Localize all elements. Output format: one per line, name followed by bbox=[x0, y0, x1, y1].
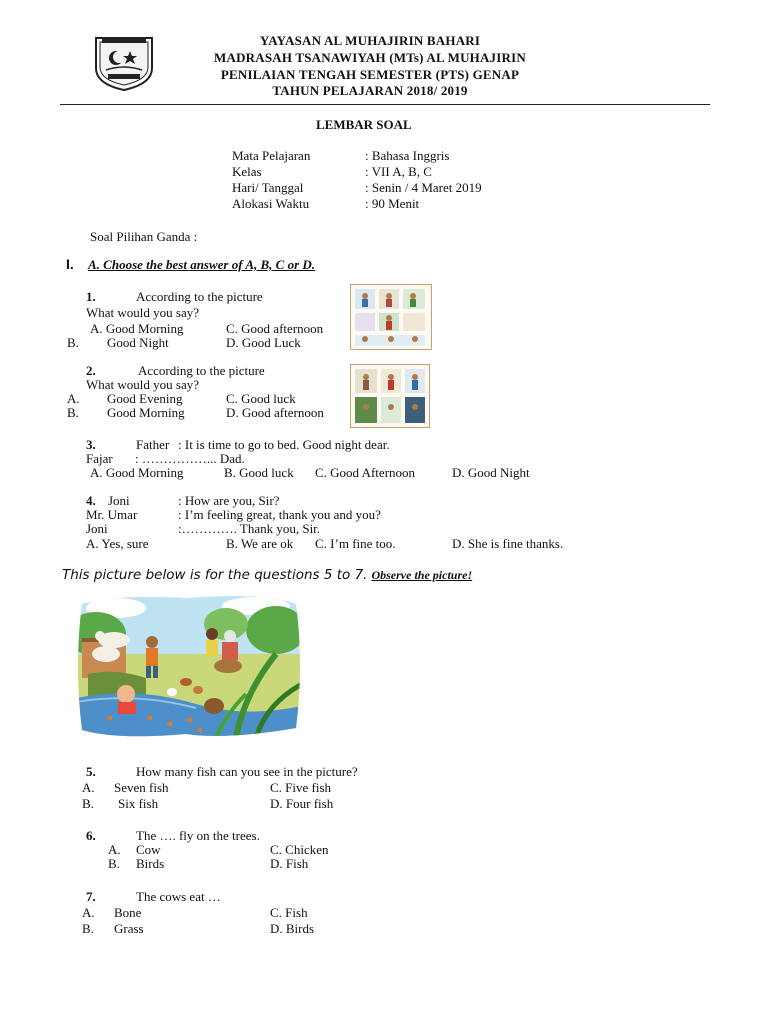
option-a-letter: A. bbox=[82, 780, 95, 795]
option-a-letter: A. bbox=[67, 391, 80, 406]
school-logo bbox=[92, 34, 156, 92]
question-number: 7. bbox=[86, 889, 96, 904]
question-text: The …. fly on the trees. bbox=[136, 828, 260, 843]
option-a: Seven fish bbox=[114, 780, 169, 795]
option-a: A. Yes, sure bbox=[86, 536, 149, 551]
greeting-picture-1 bbox=[350, 284, 432, 350]
option-c: C. Chicken bbox=[270, 842, 329, 857]
info-label: Hari/ Tanggal bbox=[232, 180, 304, 195]
question-text: The cows eat … bbox=[136, 889, 221, 904]
header-line-4: TAHUN PELAJARAN 2018/ 2019 bbox=[272, 83, 468, 98]
option-a: Cow bbox=[136, 842, 161, 857]
question-number: 1. bbox=[86, 289, 96, 304]
question-text: How many fish can you see in the picture? bbox=[136, 764, 358, 779]
info-value: : Senin / 4 Maret 2019 bbox=[365, 180, 482, 195]
option-b-letter: B. bbox=[82, 921, 94, 936]
question-number: 4. bbox=[86, 493, 96, 508]
option-c: C. Good afternoon bbox=[226, 321, 324, 336]
question-text: According to the picture bbox=[136, 289, 263, 304]
dialog-line: : I’m feeling great, thank you and you? bbox=[178, 507, 381, 522]
section-instruction: A. Choose the best answer of A, B, C or D. bbox=[88, 257, 316, 272]
option-b-letter: B. bbox=[82, 796, 94, 811]
question-number: 6. bbox=[86, 828, 96, 843]
document-title: LEMBAR SOAL bbox=[316, 117, 412, 132]
option-a: A. Good Morning bbox=[90, 465, 184, 480]
picture-instruction-extra: Observe the picture! bbox=[371, 568, 473, 582]
picture-instruction-main: This picture below is for the questions 5 to 7. bbox=[62, 567, 368, 583]
picture-instruction bbox=[62, 566, 472, 584]
question-text: According to the picture bbox=[138, 363, 265, 378]
option-c: C. Five fish bbox=[270, 780, 332, 795]
dialog-line: : ……………... Dad. bbox=[135, 451, 245, 466]
question-subtext: What would you say? bbox=[86, 377, 200, 392]
option-a: Good Evening bbox=[107, 391, 183, 406]
greeting-picture-2 bbox=[350, 364, 430, 428]
dialog-line: :…………. Thank you, Sir. bbox=[178, 521, 321, 536]
info-value: : Bahasa Inggris bbox=[365, 148, 450, 163]
option-b-letter: B. bbox=[108, 856, 120, 871]
dialog-speaker: Joni bbox=[108, 493, 130, 508]
info-value: : 90 Menit bbox=[365, 196, 420, 211]
dialog-speaker: Fajar bbox=[86, 451, 113, 466]
header-line-2: MADRASAH TSANAWIYAH (MTs) AL MUHAJIRIN bbox=[214, 50, 526, 65]
info-label: Mata Pelajaran bbox=[232, 148, 311, 163]
option-c: C. Good Afternoon bbox=[315, 465, 416, 480]
option-d: D. Good afternoon bbox=[226, 405, 324, 420]
dialog-speaker: Mr. Umar bbox=[86, 507, 138, 522]
option-a: A. Good Morning bbox=[90, 321, 184, 336]
option-b: Good Morning bbox=[107, 405, 185, 420]
option-d: D. Fish bbox=[270, 856, 309, 871]
option-d: D. Good Luck bbox=[226, 335, 301, 350]
header-divider bbox=[60, 104, 710, 105]
option-b: Six fish bbox=[118, 796, 159, 811]
option-b: B. We are ok bbox=[226, 536, 294, 551]
option-c: C. Good luck bbox=[226, 391, 296, 406]
option-d: D. Good Night bbox=[452, 465, 530, 480]
header-line-1: YAYASAN AL MUHAJIRIN BAHARI bbox=[259, 33, 481, 48]
header-line-3: PENILAIAN TENGAH SEMESTER (PTS) GENAP bbox=[220, 67, 520, 82]
dialog-line: : It is time to go to bed. Good night dear. bbox=[178, 437, 390, 452]
option-d: D. Four fish bbox=[270, 796, 334, 811]
option-a: Bone bbox=[114, 905, 142, 920]
option-c: C. Fish bbox=[270, 905, 308, 920]
section-number: I. bbox=[66, 256, 74, 272]
option-b: Good Night bbox=[107, 335, 169, 350]
option-b: B. Good luck bbox=[224, 465, 294, 480]
question-subtext: What would you say? bbox=[86, 305, 200, 320]
option-b: Birds bbox=[136, 856, 165, 871]
question-number: 2. bbox=[86, 363, 96, 378]
option-b-letter: B. bbox=[67, 405, 79, 420]
option-b-letter: B. bbox=[67, 335, 79, 350]
info-value: : VII A, B, C bbox=[365, 164, 432, 179]
dialog-line: : How are you, Sir? bbox=[178, 493, 280, 508]
option-a-letter: A. bbox=[108, 842, 121, 857]
option-d: D. She is fine thanks. bbox=[452, 536, 564, 551]
dialog-speaker: Joni bbox=[86, 521, 108, 536]
option-b: Grass bbox=[114, 921, 144, 936]
option-c: C. I’m fine too. bbox=[315, 536, 396, 551]
farm-illustration bbox=[76, 594, 302, 738]
info-label: Alokasi Waktu bbox=[232, 196, 310, 211]
dialog-speaker: Father bbox=[136, 437, 170, 452]
question-number: 5. bbox=[86, 764, 96, 779]
option-a-letter: A. bbox=[82, 905, 95, 920]
option-d: D. Birds bbox=[270, 921, 315, 936]
section-intro: Soal Pilihan Ganda : bbox=[90, 229, 198, 244]
info-label: Kelas bbox=[232, 164, 262, 179]
question-number: 3. bbox=[86, 437, 96, 452]
